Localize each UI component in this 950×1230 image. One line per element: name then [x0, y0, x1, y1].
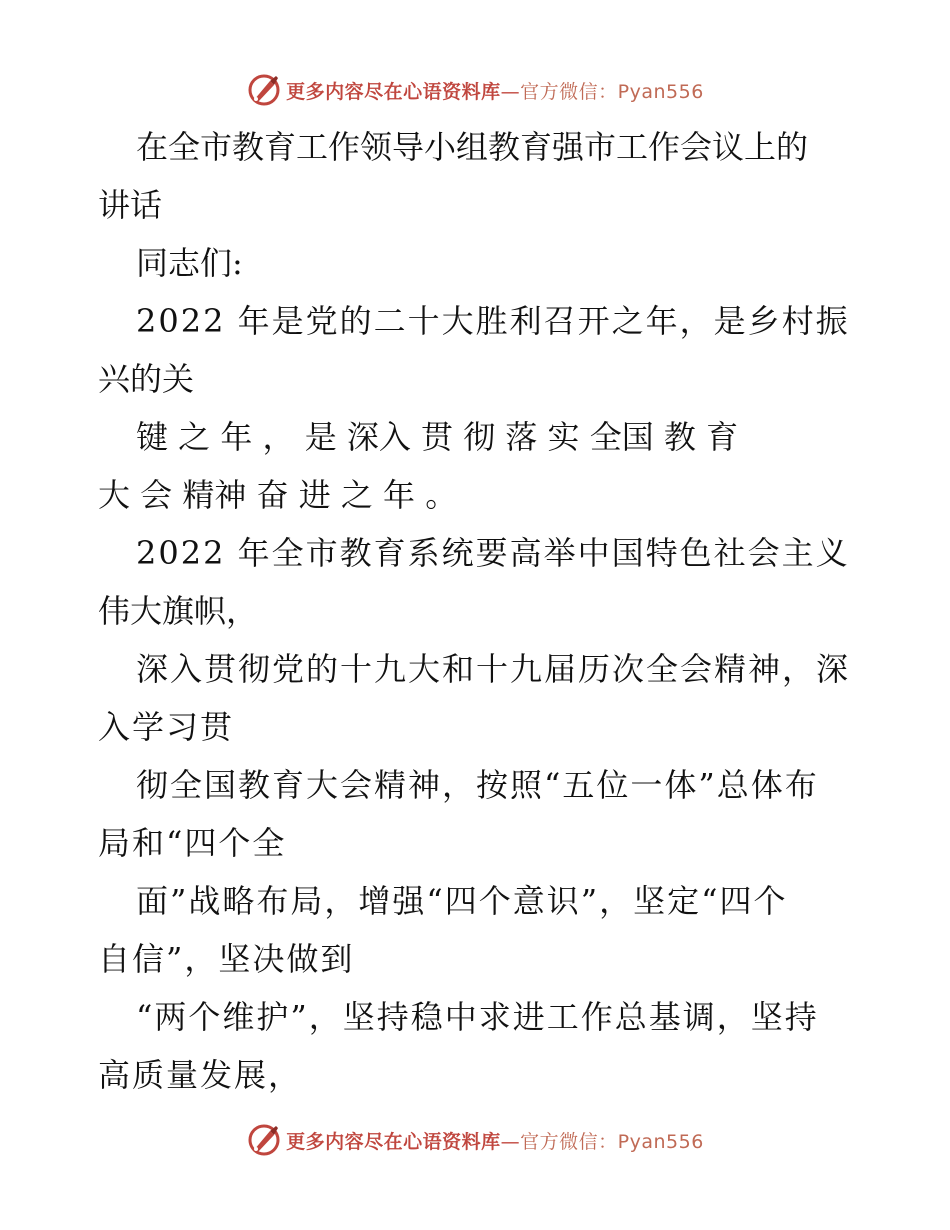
doc-paragraph-line: 兴的关 — [98, 360, 195, 398]
document-body — [98, 118, 858, 1104]
doc-paragraph-line: 2022 年是党的二十大胜利召开之年，是乡村振 — [136, 302, 850, 340]
doc-title-line: 在全市教育工作领导小组教育强市工作会议上的 — [136, 128, 809, 166]
doc-paragraph-line: 伟大旗帜， — [98, 592, 259, 630]
quill-pen-logo-icon — [246, 72, 282, 108]
doc-paragraph-line: 入学习贯 — [98, 708, 235, 746]
doc-paragraph-line: 彻全国教育大会精神，按照“五位一体”总体布 — [136, 766, 819, 804]
watermark-text: 更多内容尽在心语资料库—官方微信：Pyan556 — [286, 80, 704, 103]
footer-watermark — [0, 1120, 950, 1160]
doc-paragraph-line: “两个维护”，坚持稳中求进工作总基调，坚持 — [136, 998, 819, 1036]
doc-paragraph-line: 2022 年全市教育系统要高举中国特色社会主义 — [136, 534, 850, 572]
doc-paragraph-line: 大 会 精神 奋 进 之 年 。 — [98, 476, 458, 514]
doc-paragraph-line: 局和“四个全 — [98, 824, 287, 862]
doc-title-line: 讲话 — [98, 186, 163, 224]
header-watermark — [0, 70, 950, 110]
watermark-text: 更多内容尽在心语资料库—官方微信：Pyan556 — [286, 1130, 704, 1153]
doc-paragraph-line: 键 之 年 ， 是 深入 贯 彻 落 实 全国 教 育 — [136, 418, 739, 456]
doc-paragraph-line: 自信”，坚决做到 — [98, 940, 355, 978]
doc-salutation: 同志们: — [136, 244, 243, 282]
doc-paragraph-line: 高质量发展， — [98, 1056, 303, 1094]
doc-paragraph-line: 面”战略布局，增强“四个意识”，坚定“四个 — [136, 882, 788, 920]
doc-paragraph-line: 深入贯彻党的十九大和十九届历次全会精神，深 — [136, 650, 851, 688]
quill-pen-logo-icon — [246, 1122, 282, 1158]
